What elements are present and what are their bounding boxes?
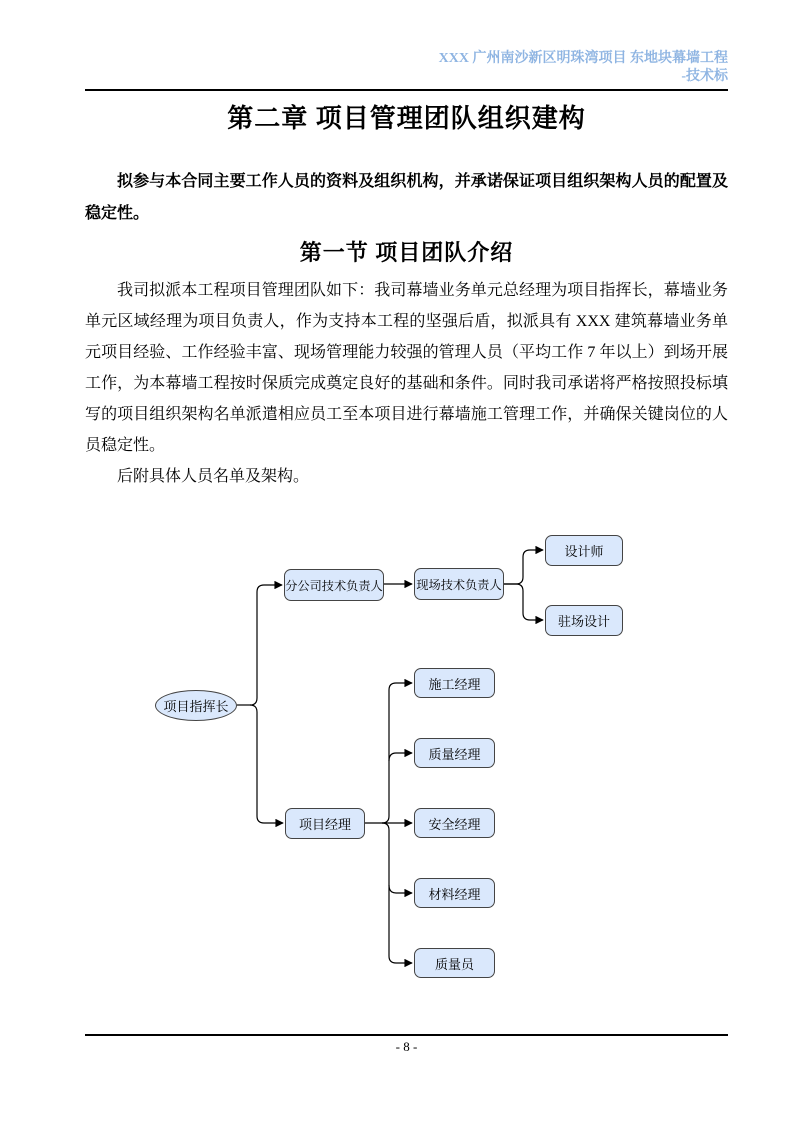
node-construction-manager: 施工经理 xyxy=(414,668,495,698)
closing-paragraph: 后附具体人员名单及架构。 xyxy=(117,468,310,485)
node-quality-officer: 质量员 xyxy=(414,948,495,978)
node-branch-tech-lead: 分公司技术负责人 xyxy=(284,569,384,601)
node-safety-manager: 安全经理 xyxy=(414,808,495,838)
section-title: 第一节 项目团队介绍 xyxy=(299,240,514,265)
header-project-title: XXX 广州南沙新区明珠湾项目 东地块幕墙工程 xyxy=(438,51,728,66)
intro-paragraph: 拟参与本合同主要工作人员的资料及组织机构，并承诺保证项目组织架构人员的配置及稳定性。 xyxy=(85,173,728,222)
node-designer: 设计师 xyxy=(545,535,623,566)
node-project-commander: 项目指挥长 xyxy=(155,690,237,721)
node-resident-designer: 驻场设计 xyxy=(545,605,623,636)
node-quality-manager: 质量经理 xyxy=(414,738,495,768)
page-number: - 8 - xyxy=(395,1039,418,1054)
node-project-manager: 项目经理 xyxy=(285,808,365,839)
node-site-tech-lead: 现场技术负责人 xyxy=(414,568,504,600)
chapter-title: 第二章 项目管理团队组织建构 xyxy=(227,104,586,133)
header-doc-type: -技术标 xyxy=(681,69,728,84)
body-paragraph: 我司拟派本工程项目管理团队如下：我司幕墙业务单元总经理为项目指挥长，幕墙业务单元区域经理为项目负责人，作为支持本工程的坚强后盾，拟派具有 XXX 建筑幕墙业务单元项目经验、工作经验丰富、现场管理能力较强的管理人员（平均工作 7 年以上）到场开展工作，为本幕墙工程按时保质完成奠定良好的基础和条件。同时我司承诺将严格按照投标填写的项目组织架构名单派遣相应员工至本项目进行幕墙施工管理工作，并确保关键岗位的人员稳定性。 xyxy=(85,282,728,454)
footer-rule xyxy=(85,1034,728,1036)
node-material-manager: 材料经理 xyxy=(414,878,495,908)
